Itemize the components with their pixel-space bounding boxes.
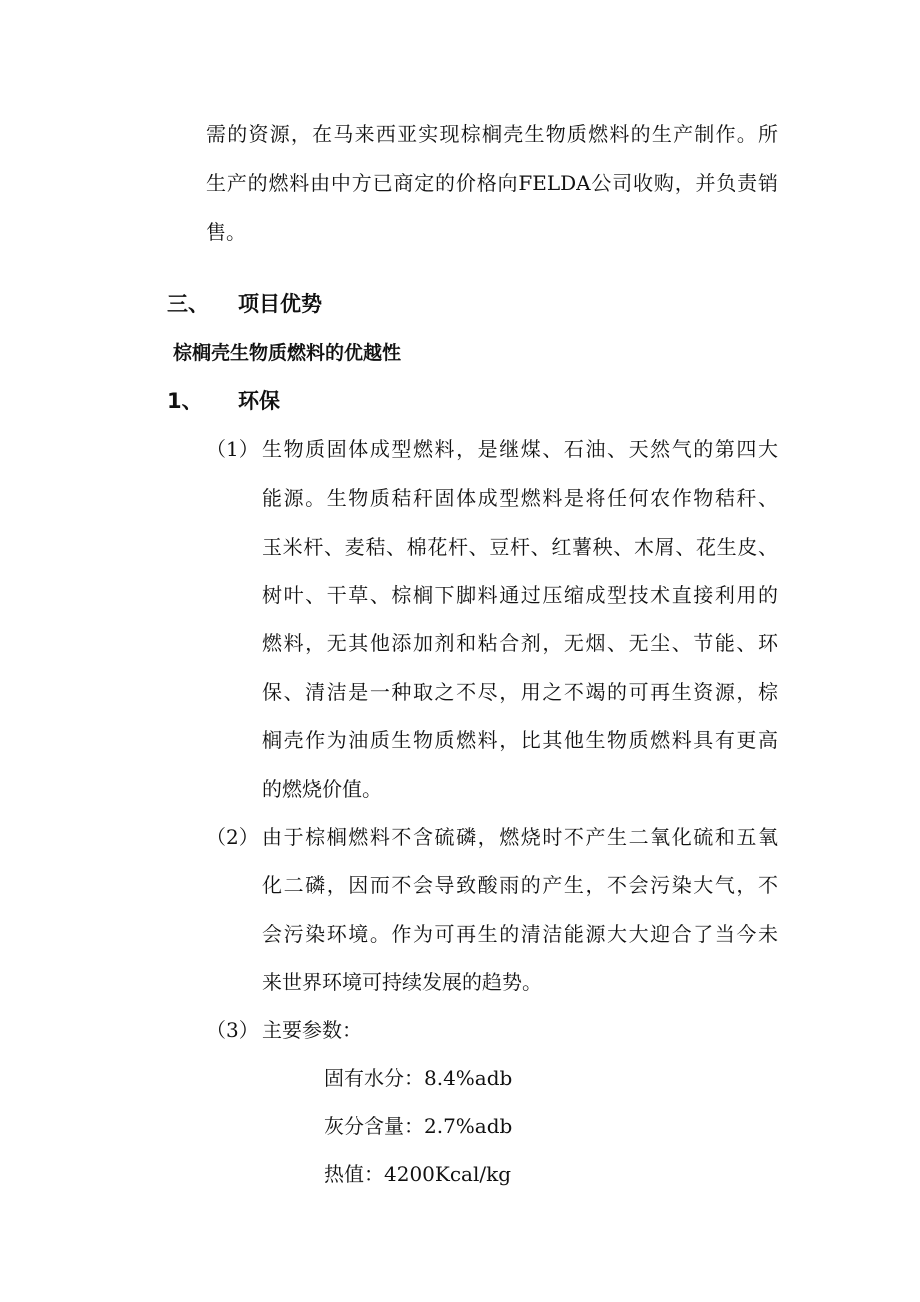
list-item-line: 主要参数： bbox=[262, 1018, 362, 1042]
list-item-line: 燃料，无其他添加剂和粘合剂，无烟、无尘、节能、环 bbox=[262, 631, 778, 655]
list-item-line: 保、清洁是一种取之不尽，用之不竭的可再生资源，棕 bbox=[262, 680, 778, 704]
intro-line: 需的资源，在马来西亚实现棕榈壳生物质燃料的生产制作。所 bbox=[206, 122, 778, 146]
list-item-line: 会污染环境。作为可再生的清洁能源大大迎合了当今未 bbox=[262, 922, 778, 946]
list-item-line: 能源。生物质秸秆固体成型燃料是将任何农作物秸秆、 bbox=[262, 486, 778, 510]
intro-line: 售。 bbox=[206, 220, 246, 244]
section-number: 三、 bbox=[167, 292, 209, 316]
list-item-line: 玉米杆、麦秸、棉花杆、豆杆、红薯秧、木屑、花生皮、 bbox=[262, 535, 778, 559]
list-item-line: 化二磷，因而不会导致酸雨的产生，不会污染大气，不 bbox=[262, 873, 778, 897]
section-subtitle: 棕榈壳生物质燃料的优越性 bbox=[173, 342, 402, 364]
parameter-ash: 灰分含量：2.7%adb bbox=[324, 1114, 513, 1138]
parameter-moisture: 固有水分：8.4%adb bbox=[324, 1066, 513, 1090]
intro-line: 生产的燃料由中方已商定的价格向FELDA公司收购，并负责销 bbox=[206, 171, 778, 195]
list-item-line: 的燃烧价值。 bbox=[262, 777, 382, 801]
section-title: 项目优势 bbox=[238, 292, 322, 316]
parameter-heat-value: 热值：4200Kcal/kg bbox=[324, 1162, 512, 1186]
list-item-line: 来世界环境可持续发展的趋势。 bbox=[262, 970, 542, 994]
subsection-number: 1、 bbox=[167, 389, 203, 413]
list-item-line: 树叶、干草、棕榈下脚料通过压缩成型技术直接利用的 bbox=[262, 583, 778, 607]
list-item-number: （1） bbox=[206, 437, 259, 461]
list-item-number: （2） bbox=[206, 825, 259, 849]
list-item-line: 生物质固体成型燃料，是继煤、石油、天然气的第四大 bbox=[262, 437, 778, 461]
list-item-number: （3） bbox=[206, 1018, 259, 1042]
list-item-line: 榈壳作为油质生物质燃料，比其他生物质燃料具有更高 bbox=[262, 728, 778, 752]
subsection-title: 环保 bbox=[238, 389, 280, 413]
list-item-line: 由于棕榈燃料不含硫磷，燃烧时不产生二氧化硫和五氧 bbox=[262, 825, 778, 849]
